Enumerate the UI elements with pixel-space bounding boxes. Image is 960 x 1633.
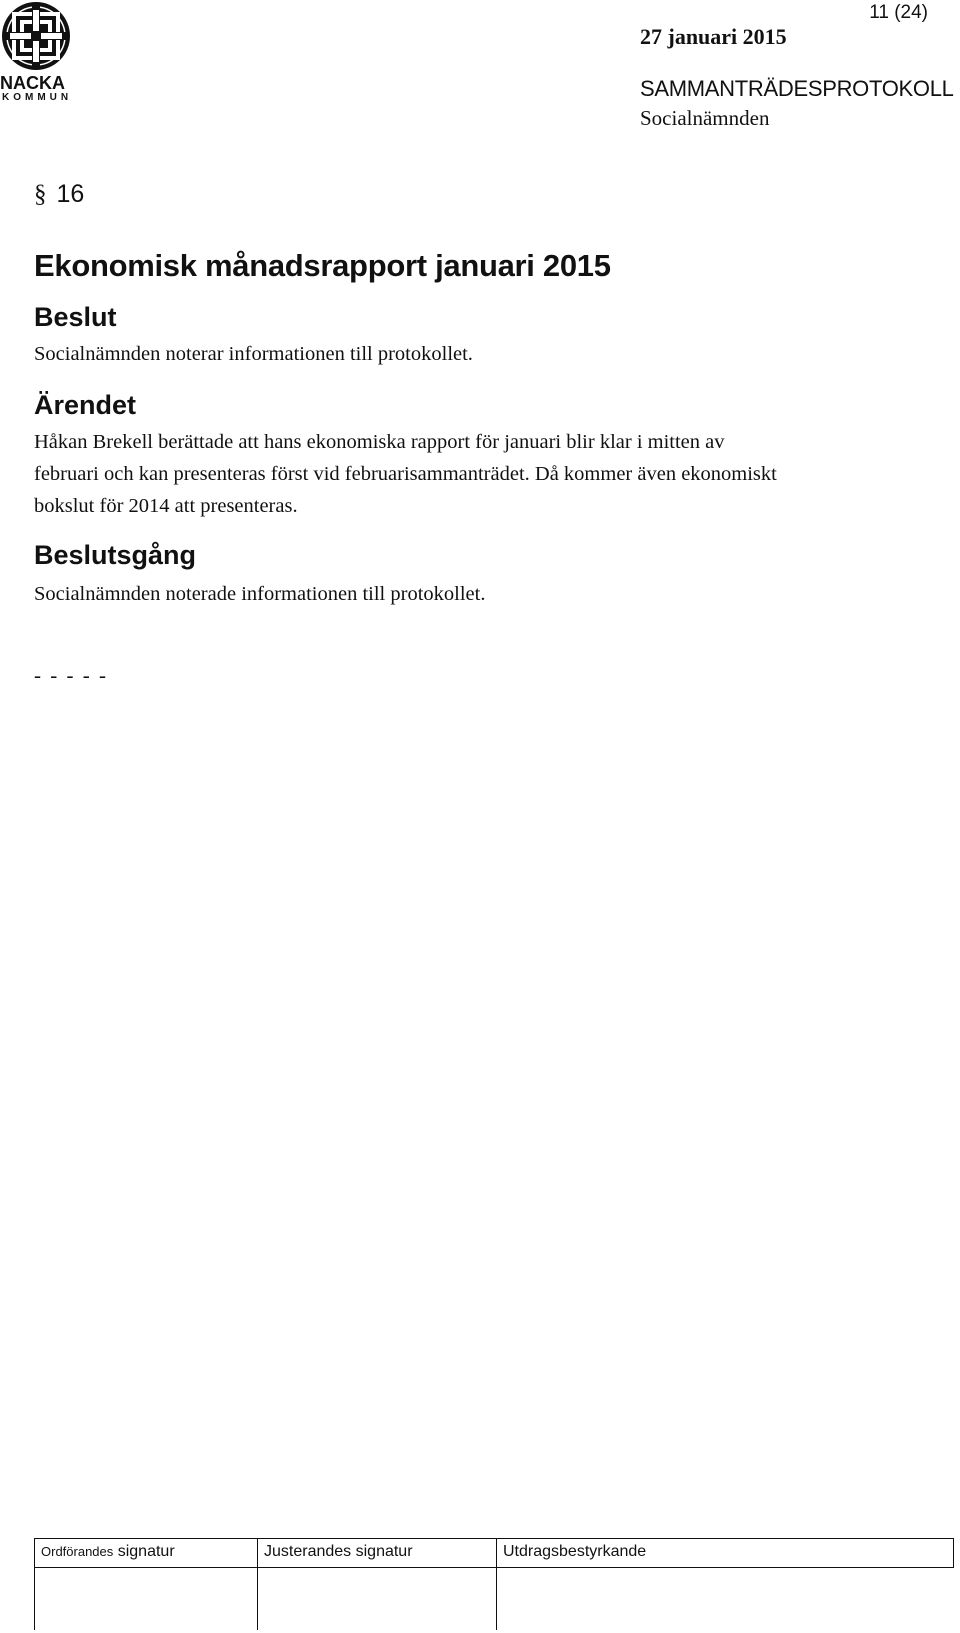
arendet-line: bokslut för 2014 att presenteras. <box>34 495 298 517</box>
logo-name: NACKA <box>0 73 65 93</box>
page-title: Ekonomisk månadsrapport januari 2015 <box>34 248 611 283</box>
paragraph-value: 16 <box>56 180 85 208</box>
document-type: SAMMANTRÄDESPROTOKOLL <box>640 76 954 101</box>
page-number: 11 (24) <box>869 2 928 23</box>
nacka-kommun-logo <box>0 0 80 108</box>
signature-box-chair <box>35 1568 258 1631</box>
arendet-line: Håkan Brekell berättade att hans ekonomiska rapport för januari blir klar i mitten av <box>34 431 725 453</box>
signature-box-extract <box>497 1568 954 1631</box>
heading-arendet: Ärendet <box>34 390 137 420</box>
signature-table <box>34 1538 954 1630</box>
paragraph-number <box>34 180 84 209</box>
paragraph-symbol: § <box>34 181 47 208</box>
arendet-line: februari och kan presenteras först vid februarisammanträdet. Då kommer även ekonomiskt <box>34 463 777 485</box>
chair-label-prefix: Ordförandes <box>41 1544 114 1559</box>
beslut-text: Socialnämnden noterar informationen till protokollet. <box>34 343 473 365</box>
heading-beslut: Beslut <box>34 302 117 332</box>
chair-label-suffix: signatur <box>117 1543 175 1560</box>
department: Socialnämnden <box>640 106 770 130</box>
logo-subtitle: KOMMUN <box>2 92 73 103</box>
heading-beslutsgang: Beslutsgång <box>34 540 197 570</box>
signature-col-adjuster: Justerandes signatur <box>258 1539 497 1568</box>
meeting-date: 27 januari 2015 <box>640 24 787 49</box>
signature-col-chair <box>35 1539 258 1568</box>
separator: - - - - - <box>34 663 108 687</box>
signature-col-extract: Utdragsbestyrkande <box>497 1539 954 1568</box>
nacka-emblem-icon <box>0 0 72 72</box>
signature-box-adjuster <box>258 1568 497 1631</box>
beslutsgang-text: Socialnämnden noterade informationen till protokollet. <box>34 583 486 605</box>
